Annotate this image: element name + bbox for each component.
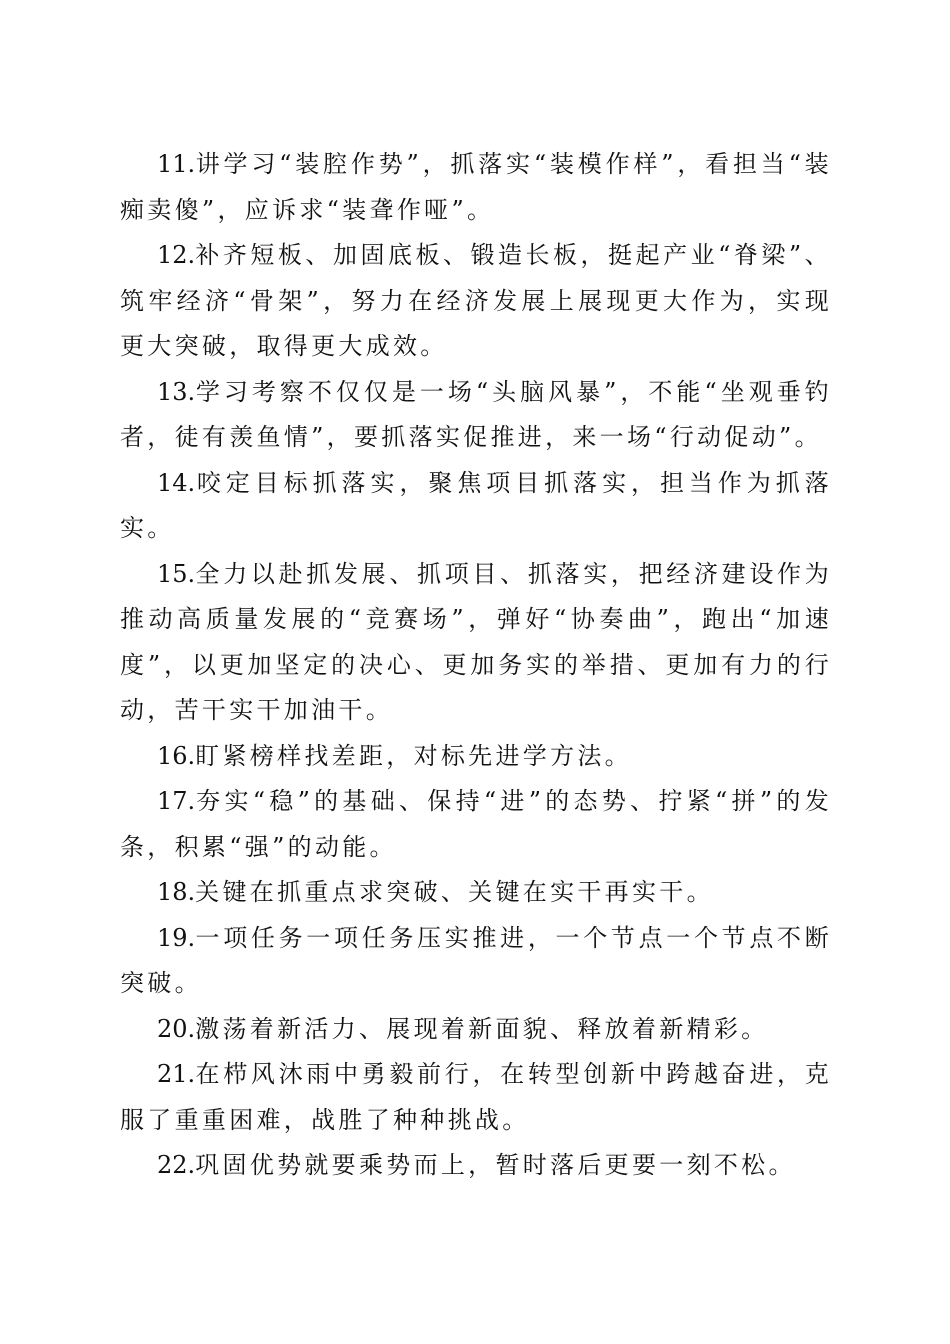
paragraph-number: 17. xyxy=(157,787,196,815)
paragraph-12 xyxy=(120,233,832,370)
paragraph-text: 全力以赴抓发展、抓项目、抓落实，把经济建设作为推动高质量发展的“竞赛场”，弹好“协奏曲”，跑出“加速度”，以更加坚定的决心、更加务实的举措、更加有力的行动，苦干实干加油干。 xyxy=(120,559,832,724)
paragraph-11 xyxy=(120,142,832,233)
document-body xyxy=(120,142,832,1189)
paragraph-text: 激荡着新活力、展现着新面貌、释放着新精彩。 xyxy=(195,1014,769,1043)
paragraph-number: 12. xyxy=(157,241,196,269)
paragraph-number: 13. xyxy=(157,377,196,406)
paragraph-text: 在栉风沐雨中勇毅前行，在转型创新中跨越奋进，克服了重重困难，战胜了种种挑战。 xyxy=(120,1060,832,1134)
paragraph-number: 16. xyxy=(157,741,196,770)
paragraph-15 xyxy=(120,552,832,734)
paragraph-text: 学习考察不仅仅是一场“头脑风暴”，不能“坐观垂钓者，徒有羡鱼情”，要抓落实促推进，来一场“行动促动”。 xyxy=(120,377,832,451)
paragraph-number: 18. xyxy=(157,878,196,906)
paragraph-19 xyxy=(120,916,832,1007)
paragraph-18 xyxy=(120,870,832,916)
paragraph-22 xyxy=(120,1143,832,1189)
paragraph-text: 关键在抓重点求突破、关键在实干再实干。 xyxy=(195,878,714,906)
paragraph-number: 15. xyxy=(157,559,196,588)
paragraph-number: 19. xyxy=(157,923,196,952)
paragraph-20 xyxy=(120,1007,832,1053)
paragraph-text: 巩固优势就要乘势而上，暂时落后更要一刻不松。 xyxy=(195,1151,796,1179)
paragraph-number: 20. xyxy=(157,1014,196,1043)
paragraph-13 xyxy=(120,370,832,461)
paragraph-number: 11. xyxy=(157,150,196,178)
paragraph-14 xyxy=(120,461,832,552)
paragraph-text: 讲学习“装腔作势”，抓落实“装模作样”，看担当“装痴卖傻”，应诉求“装聋作哑”。 xyxy=(120,150,832,224)
paragraph-text: 咬定目标抓落实，聚焦项目抓落实，担当作为抓落实。 xyxy=(120,468,832,542)
paragraph-number: 14. xyxy=(157,468,196,497)
paragraph-number: 21. xyxy=(157,1060,196,1088)
paragraph-16 xyxy=(120,734,832,780)
paragraph-text: 夯实“稳”的基础、保持“进”的态势、拧紧“拼”的发条，积累“强”的动能。 xyxy=(120,787,832,861)
paragraph-text: 补齐短板、加固底板、锻造长板，挺起产业“脊梁”、筑牢经济“骨架”，努力在经济发展上展现更大作为，实现更大突破，取得更大成效。 xyxy=(120,241,832,360)
paragraph-17 xyxy=(120,779,832,870)
paragraph-number: 22. xyxy=(157,1151,196,1179)
paragraph-text: 一项任务一项任务压实推进，一个节点一个节点不断突破。 xyxy=(120,923,832,997)
paragraph-text: 盯紧榜样找差距，对标先进学方法。 xyxy=(195,741,632,770)
paragraph-21 xyxy=(120,1052,832,1143)
